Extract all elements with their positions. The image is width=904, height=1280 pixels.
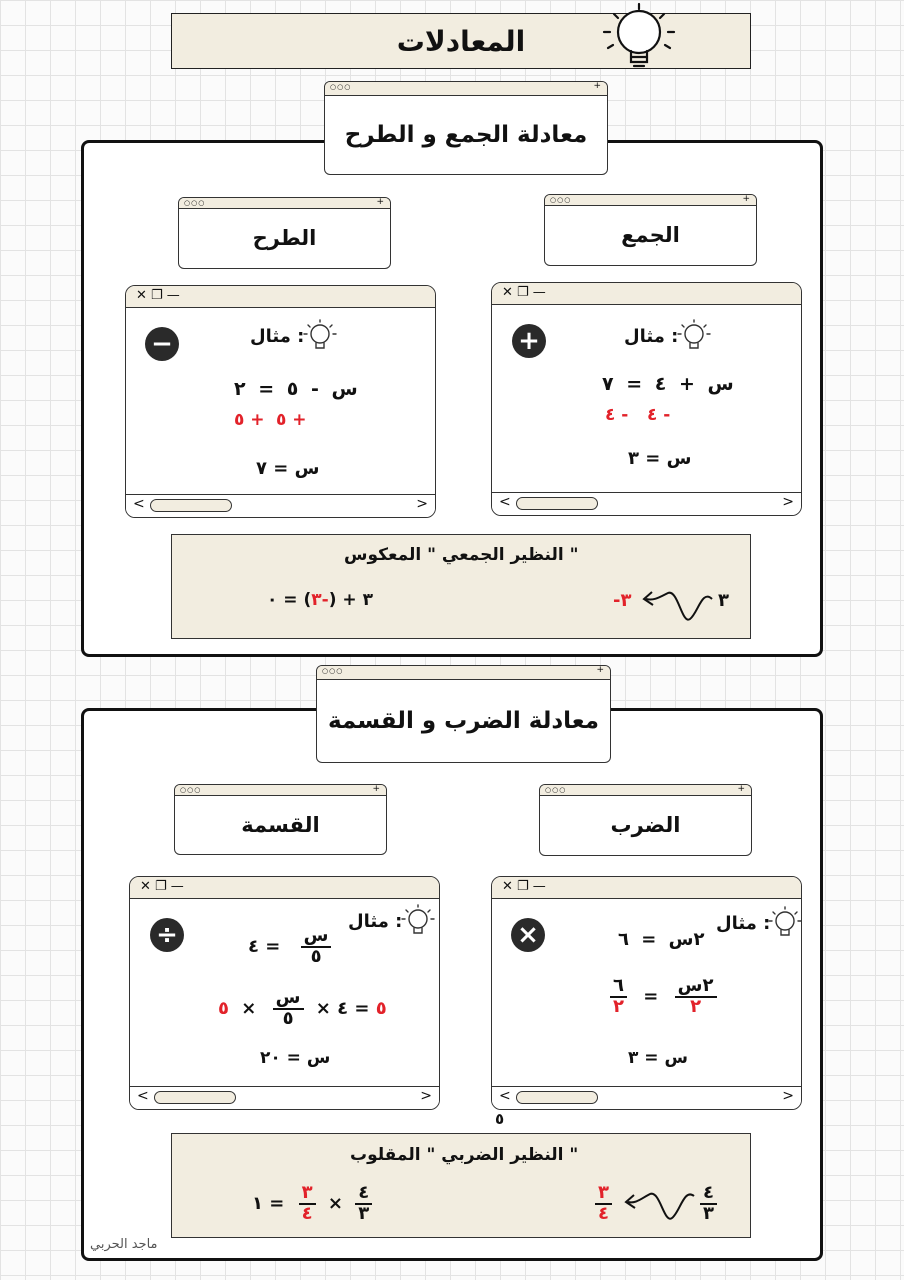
page-number: ٥ [495,1110,505,1128]
lightbulb-icon [600,0,678,78]
divide-icon: ÷ [150,918,184,952]
multiplicative-inverse-expression: = ١ $\frac{٣}{٤}$ × $\frac{٤}{٣}$ [252,1184,372,1224]
subtraction-title: الطرح [252,226,317,250]
addition-op-left: - ٤ [605,405,629,425]
addition-title: الجمع [621,223,680,247]
lightbulb-icon [400,903,436,939]
page-title: المعادلات [396,24,526,58]
subtraction-op-left: + ٥ [234,410,265,430]
add-sub-title-window: ○○○ + معادلة الجمع و الطرح [324,81,608,175]
lightbulb-icon [302,318,338,354]
window-controls: ✕ ❐ — [502,285,546,300]
subtraction-equation: س - ٥ = ٢ [234,378,358,400]
multiplicative-inverse-reciprocal: $\frac{٣}{٤}$ [595,1184,612,1224]
additive-inverse-box [171,534,751,639]
addition-equation: س + ٤ = ٧ [602,373,734,395]
addition-op-right: - ٤ [647,405,671,425]
multiplicative-inverse-fraction: $\frac{٤}{٣}$ [700,1184,717,1224]
division-title: القسمة [241,812,320,837]
division-example-window [129,876,440,1110]
wave-arrow-icon [622,1184,698,1226]
addition-title-window: ○○○ + الجمع [544,194,757,266]
subtraction-example-label: مثال : [250,326,305,347]
lightbulb-icon [767,905,802,941]
times-icon: × [511,918,545,952]
subtraction-example-window [125,285,436,518]
division-equation: = ٤ $\frac{\text{س}}{٥}$ [248,927,331,967]
add-sub-section-title: معادلة الجمع و الطرح [344,121,588,148]
window-controls: ✕ ❐ — [140,879,184,894]
subtraction-result: س = ٧ [256,458,320,479]
author-signature: ماجد الحربي [90,1237,158,1252]
horizontal-scrollbar[interactable]: < > [126,494,435,517]
window-controls: ✕ ❐ — [502,879,546,894]
division-example-label: مثال : [348,911,403,932]
lightbulb-icon [676,318,712,354]
multiplication-example-label: مثال : [716,913,771,934]
additive-inverse-title: النظير الجمعي " المعكوس " [344,545,579,565]
mul-div-section-title: معادلة الضرب و القسمة [327,707,599,734]
window-controls: ✕ ❐ — [136,288,180,303]
addition-example-window [491,282,802,516]
horizontal-scrollbar[interactable]: < > [492,492,801,515]
horizontal-scrollbar[interactable]: < > [492,1086,801,1109]
minus-icon: − [145,327,179,361]
multiplication-step: $\frac{٦}{٢}$ = $\frac{\text{٢س}}{٢}$ [610,977,717,1017]
division-result: س = ٢٠ [260,1048,331,1068]
multiplicative-inverse-title: النظير الضربي " المقلوب " [350,1145,579,1165]
addition-result: س = ٣ [628,448,692,469]
horizontal-scrollbar[interactable]: < > [130,1086,439,1109]
division-title-window: ○○○ + القسمة [174,784,387,855]
multiplication-title: الضرب [610,813,681,837]
fraction-denominator: ٥ [310,945,322,967]
multiplication-result: س = ٣ [628,1048,688,1068]
subtraction-title-window: ○○○ + الطرح [178,197,391,269]
multiplication-example-window [491,876,802,1110]
division-step: ٥ = ٤ × $\frac{\text{س}}{٥}$ × ٥ [218,987,387,1029]
additive-inverse-expression: ٣ + (-٣) = ٠ [267,590,373,610]
fraction-numerator: س [301,927,332,948]
additive-inverse-opposite: -٣ [613,590,632,611]
wave-arrow-icon [640,583,716,625]
multiplication-equation: ٢س = ٦ [618,929,705,950]
mul-div-title-window: ○○○ + معادلة الضرب و القسمة [316,665,611,763]
multiplication-title-window: ○○○ + الضرب [539,784,752,856]
multiplicative-inverse-box [171,1133,751,1238]
addition-example-label: مثال : [624,326,679,347]
plus-icon: + [512,324,546,358]
additive-inverse-number: ٣ [718,590,729,611]
subtraction-op-right: + ٥ [276,410,307,430]
